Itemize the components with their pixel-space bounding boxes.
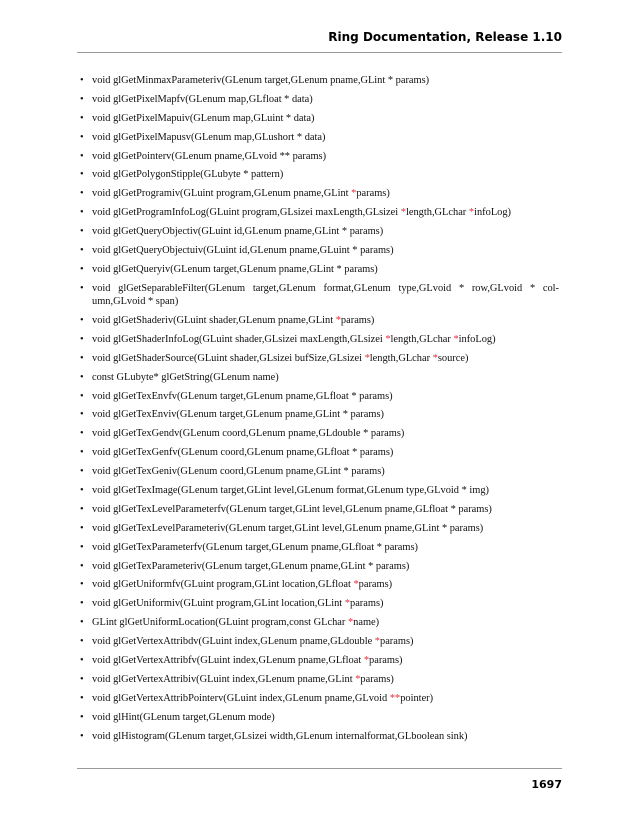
pointer-highlight: * bbox=[432, 352, 438, 364]
signature-text: infoLog) bbox=[474, 207, 512, 219]
list-item bbox=[79, 730, 559, 743]
signature-text: void glGetShaderiv(GLuint shader,GLenum pname,GLint bbox=[92, 314, 336, 326]
list-item bbox=[79, 578, 559, 591]
list-item bbox=[79, 263, 559, 276]
function-list bbox=[79, 74, 559, 748]
pointer-highlight: * bbox=[453, 333, 459, 345]
signature-text: params) bbox=[340, 314, 375, 326]
pointer-highlight: * bbox=[344, 598, 350, 610]
signature-text: void glGetSeparableFilter(GLenum target,GLenum format,GLenum type,GLvoid * row,GLvoid * col- umn,GLvoid * span) bbox=[92, 282, 559, 308]
signature-text: void glHistogram(GLenum target,GLsizei width,GLenum internalformat,GLboolean sink) bbox=[92, 730, 468, 742]
signature-text: void glGetTexEnviv(GLenum target,GLenum pname,GLint * params) bbox=[92, 409, 384, 421]
signature-text: GLint glGetUniformLocation(GLuint program,const GLchar bbox=[92, 617, 348, 629]
list-item bbox=[79, 465, 559, 478]
list-item bbox=[79, 333, 559, 346]
pointer-highlight: * bbox=[353, 579, 359, 591]
list-item bbox=[79, 352, 559, 365]
signature-text: void glGetMinmaxParameteriv(GLenum target,GLenum pname,GLint * params) bbox=[92, 75, 430, 86]
list-item bbox=[79, 131, 559, 144]
signature-text: infoLog) bbox=[458, 333, 496, 345]
signature-text: source) bbox=[437, 352, 469, 364]
list-item bbox=[79, 390, 559, 403]
signature-text: length,GLchar bbox=[405, 207, 469, 219]
signature-text: void glGetProgramiv(GLuint program,GLenum pname,GLint bbox=[92, 188, 352, 200]
list-item bbox=[79, 150, 559, 163]
signature-text: void glGetPointerv(GLenum pname,GLvoid ** params) bbox=[92, 150, 327, 162]
signature-text: void glGetTexEnvfv(GLenum target,GLenum pname,GLfloat * params) bbox=[92, 390, 393, 402]
signature-text: void glGetShaderInfoLog(GLuint shader,GLsizei maxLength,GLsizei bbox=[92, 333, 386, 345]
signature-text: void glGetPixelMapfv(GLenum map,GLfloat * data) bbox=[92, 93, 313, 105]
list-item bbox=[79, 371, 559, 384]
signature-text: const GLubyte* glGetString(GLenum name) bbox=[92, 371, 279, 383]
list-item bbox=[79, 616, 559, 629]
list-item bbox=[79, 187, 559, 200]
pointer-highlight: * bbox=[351, 188, 357, 200]
pointer-highlight: * bbox=[468, 207, 475, 219]
list-item bbox=[79, 541, 559, 554]
list-item bbox=[79, 446, 559, 459]
signature-text: pointer) bbox=[400, 692, 434, 704]
header-rule bbox=[77, 52, 562, 53]
signature-text: length,GLchar bbox=[390, 333, 454, 345]
signature-text: void glGetTexGeniv(GLenum coord,GLenum pname,GLint * params) bbox=[92, 466, 385, 478]
signature-text: params) bbox=[350, 598, 384, 610]
list-item bbox=[79, 74, 559, 87]
pointer-highlight: * bbox=[355, 673, 361, 685]
list-item bbox=[79, 206, 559, 219]
list-item bbox=[79, 282, 559, 309]
list-item bbox=[79, 673, 559, 686]
list-item bbox=[79, 244, 559, 257]
list-item bbox=[79, 112, 559, 125]
pointer-highlight: * bbox=[385, 333, 391, 345]
signature-text: name) bbox=[353, 617, 380, 629]
list-item bbox=[79, 225, 559, 238]
list-item bbox=[79, 427, 559, 440]
list-item bbox=[79, 597, 559, 610]
signature-text: void glGetUniformiv(GLuint program,GLint location,GLint bbox=[92, 598, 345, 610]
footer-rule bbox=[77, 768, 562, 769]
list-item bbox=[79, 654, 559, 667]
signature-text: void glGetTexLevelParameterfv(GLenum target,GLint level,GLenum pname,GLfloat * params) bbox=[92, 503, 492, 515]
signature-text: params) bbox=[360, 673, 394, 685]
signature-text: void glGetTexParameterfv(GLenum target,GLenum pname,GLfloat * params) bbox=[92, 541, 418, 553]
list-item bbox=[79, 408, 559, 421]
signature-text: void glGetPolygonStipple(GLubyte * pattern) bbox=[92, 169, 284, 181]
signature-text: void glHint(GLenum target,GLenum mode) bbox=[92, 711, 275, 723]
signature-text: void glGetTexGendv(GLenum coord,GLenum pname,GLdouble * params) bbox=[92, 428, 405, 440]
pointer-highlight: * bbox=[363, 655, 370, 667]
signature-text: params) bbox=[358, 579, 393, 591]
signature-text: void glGetTexGenfv(GLenum coord,GLenum pname,GLfloat * params) bbox=[92, 447, 394, 459]
page-number: 1697 bbox=[531, 778, 562, 791]
list-item bbox=[79, 484, 559, 497]
signature-text: params) bbox=[356, 188, 390, 200]
signature-text: void glGetTexImage(GLenum target,GLint level,GLenum format,GLenum type,GLvoid * img) bbox=[92, 485, 489, 496]
signature-text: void glGetTexLevelParameteriv(GLenum target,GLint level,GLenum pname,GLint * params) bbox=[92, 522, 484, 534]
pointer-highlight: ** bbox=[389, 692, 401, 704]
list-item bbox=[79, 635, 559, 648]
signature-text: void glGetVertexAttribdv(GLuint index,GLenum pname,GLdouble bbox=[92, 636, 375, 648]
signature-text: void glGetQueryObjectiv(GLuint id,GLenum pname,GLint * params) bbox=[92, 226, 384, 238]
list-item bbox=[79, 93, 559, 106]
pointer-highlight: * bbox=[335, 314, 341, 326]
signature-text: params) bbox=[380, 636, 414, 648]
signature-text: void glGetShaderSource(GLuint shader,GLsizei bufSize,GLsizei bbox=[92, 352, 365, 364]
signature-text: void glGetQueryiv(GLenum target,GLenum pname,GLint * params) bbox=[92, 263, 378, 275]
page-header: Ring Documentation, Release 1.10 bbox=[328, 30, 562, 44]
pointer-highlight: * bbox=[364, 352, 370, 364]
list-item bbox=[79, 522, 559, 535]
list-item bbox=[79, 503, 559, 516]
signature-text: void glGetUniformfv(GLuint program,GLint location,GLfloat bbox=[92, 579, 354, 591]
signature-text: void glGetTexParameteriv(GLenum target,GLenum pname,GLint * params) bbox=[92, 560, 410, 572]
signature-text: void glGetPixelMapusv(GLenum map,GLushort * data) bbox=[92, 131, 326, 143]
list-item bbox=[79, 692, 559, 705]
signature-text: void glGetPixelMapuiv(GLenum map,GLuint * data) bbox=[92, 112, 315, 124]
signature-text: params) bbox=[369, 655, 403, 667]
signature-text: void glGetProgramInfoLog(GLuint program,GLsizei maxLength,GLsizei bbox=[92, 207, 401, 219]
list-item bbox=[79, 314, 559, 327]
signature-text: void glGetQueryObjectuiv(GLuint id,GLenum pname,GLuint * params) bbox=[92, 245, 394, 257]
signature-text: void glGetVertexAttribPointerv(GLuint index,GLenum pname,GLvoid bbox=[92, 692, 390, 704]
signature-text: length,GLchar bbox=[369, 352, 433, 364]
pointer-highlight: * bbox=[374, 636, 380, 648]
pointer-highlight: * bbox=[347, 617, 354, 629]
list-item bbox=[79, 560, 559, 573]
list-item bbox=[79, 711, 559, 724]
pointer-highlight: * bbox=[400, 207, 406, 219]
signature-text: void glGetVertexAttribfv(GLuint index,GLenum pname,GLfloat bbox=[92, 655, 364, 667]
list-item bbox=[79, 168, 559, 181]
signature-text: void glGetVertexAttribiv(GLuint index,GLenum pname,GLint bbox=[92, 673, 356, 685]
